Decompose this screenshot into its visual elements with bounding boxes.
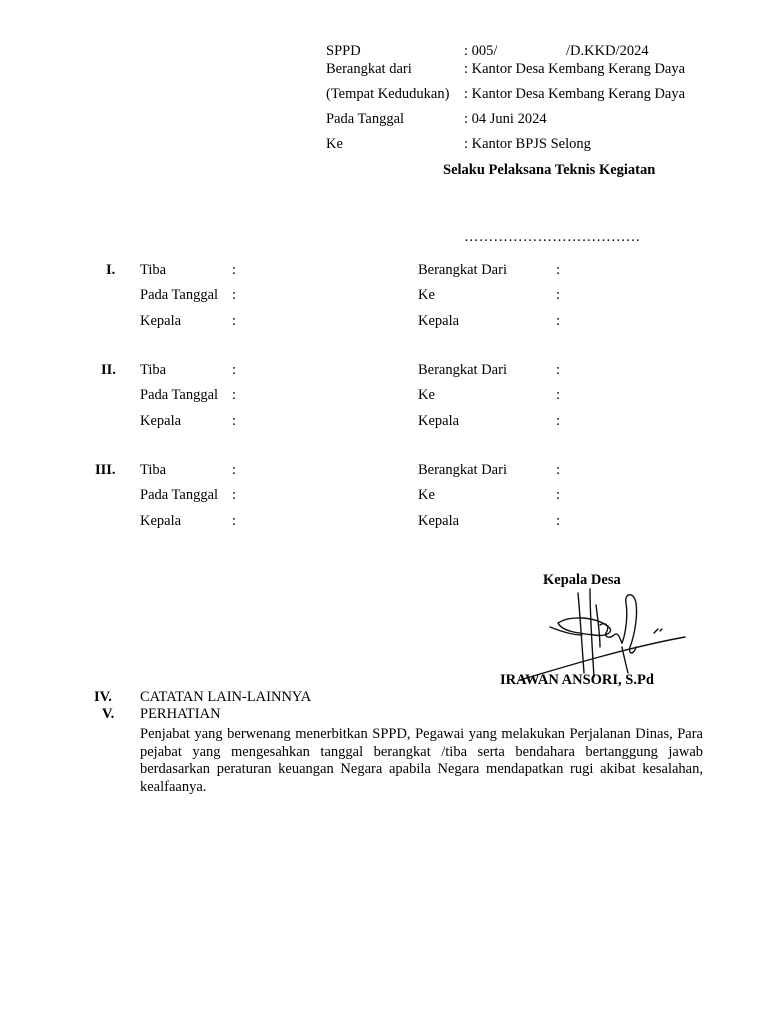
colon: : (556, 413, 561, 429)
colon: : (232, 362, 237, 378)
depart-from-label: Berangkat Dari (418, 362, 507, 378)
role-title: Selaku Pelaksana Teknis Kegiatan (443, 162, 656, 178)
destination-value: : Kantor BPJS Selong (464, 136, 591, 152)
colon: : (556, 487, 561, 503)
sppd-number: : 005/ (464, 43, 498, 59)
destination-label: Ke (418, 487, 435, 503)
domicile-value: : Kantor Desa Kembang Kerang Daya (464, 86, 686, 102)
colon: : (232, 287, 237, 303)
date-label: Pada Tanggal (140, 387, 219, 403)
sppd-label: SPPD (326, 43, 361, 59)
head-label: Kepala (140, 313, 182, 329)
head-label: Kepala (418, 313, 460, 329)
arrive-label: Tiba (140, 462, 167, 478)
date-value: : 04 Juni 2024 (464, 111, 547, 127)
signatory-name: IRAWAN ANSORI, S.Pd (500, 672, 654, 688)
depart-from-label: Berangkat Dari (418, 462, 507, 478)
colon: : (556, 462, 561, 478)
arrive-label: Tiba (140, 362, 167, 378)
section-numeral-v: V. (102, 706, 115, 722)
date-label: Pada Tanggal (140, 287, 219, 303)
colon: : (556, 313, 561, 329)
sppd-code: /D.KKD/2024 (566, 43, 649, 59)
signature-dots: ……………………………… (464, 229, 641, 245)
attention-paragraph: Penjabat yang berwenang menerbitkan SPPD, Pegawai yang melakukan Perjalanan Dinas, Para pejabat yang mengesahkan tanggal berangkat /tiba serta bendahara bertanggung jawab berdasarkan peraturan keuangan Negara apabila Negara mendapatkan rugi akibat kesalahan, kealfaanya. (140, 726, 703, 795)
head-label: Kepala (140, 413, 182, 429)
colon: : (232, 413, 237, 429)
handwritten-signature (510, 585, 690, 685)
head-label: Kepala (418, 513, 460, 529)
section-numeral: II. (101, 362, 116, 378)
colon: : (232, 513, 237, 529)
head-label: Kepala (140, 513, 182, 529)
attention-heading: PERHATIAN (140, 706, 221, 722)
signatory-title: Kepala Desa (543, 572, 621, 588)
colon: : (232, 313, 237, 329)
colon: : (556, 262, 561, 278)
colon: : (232, 262, 237, 278)
destination-label: Ke (418, 387, 435, 403)
section-numeral: I. (106, 262, 116, 278)
section-numeral-iv: IV. (94, 689, 112, 705)
colon: : (556, 362, 561, 378)
arrive-label: Tiba (140, 262, 167, 278)
colon: : (232, 487, 237, 503)
date-label: Pada Tanggal (140, 487, 219, 503)
destination-label: Ke (326, 136, 343, 152)
depart-from-label: Berangkat Dari (418, 262, 507, 278)
destination-label: Ke (418, 287, 435, 303)
depart-from-value: : Kantor Desa Kembang Kerang Daya (464, 61, 686, 77)
depart-from-label: Berangkat dari (326, 61, 412, 77)
colon: : (556, 387, 561, 403)
head-label: Kepala (418, 413, 460, 429)
other-notes-heading: CATATAN LAIN-LAINNYA (140, 689, 312, 705)
colon: : (232, 387, 237, 403)
colon: : (556, 287, 561, 303)
colon: : (232, 462, 237, 478)
date-label: Pada Tanggal (326, 111, 405, 127)
colon: : (556, 513, 561, 529)
section-numeral: III. (95, 462, 116, 478)
domicile-label: (Tempat Kedudukan) (326, 86, 450, 102)
